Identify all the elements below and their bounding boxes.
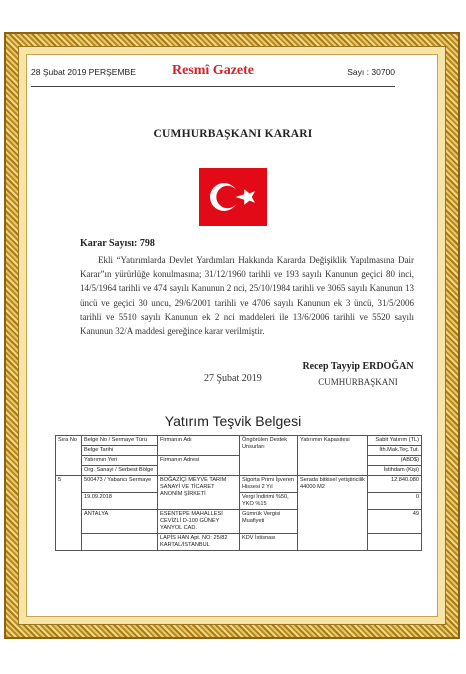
table-row: [56, 534, 422, 551]
cell-destek-2: Vergi İndirimi %50, YKO %15: [240, 493, 298, 510]
investment-certificate-table: [55, 435, 422, 551]
decree-body: Ekli “Yatırımlarda Devlet Yardımları Hakkında Kararda Değişiklik Yapılmasına Dair Karar”ın yürürlüğe konulmasına; 31/12/1960 tarihli ve 193 sayılı Kanunun geçici 80 inci, 14/5/1964 tarihli ve 474 sayılı Kanunun 2 nci, 25/10/1984 tarihli ve 3065 sayılı Kanunun 13 üncü ve geçici 30 uncu, 29/6/2001 tarihli ve 4706 sayılı Kanunun ek 3 üncü, 31/5/2006 tarihli ve 5510 sayılı Kanunun ek 2 nci maddeleri ile 13/6/2006 tarihli ve 5520 sayılı Kanunun 32/A maddesi gereğince karar verilmiştir.: [80, 255, 414, 337]
cell-sabit-yatirim: 12.840.080: [368, 476, 422, 493]
header-belge-tarihi: Belge Tarihi: [82, 446, 158, 456]
cell-org-sanayi: [82, 534, 158, 551]
header-sabit-yatirim: Sabit Yatırım (TL): [368, 436, 422, 446]
gazette-date: 28 Şubat 2019 PERŞEMBE: [31, 67, 136, 77]
cell-yatirim-yeri: ANTALYA: [82, 510, 158, 534]
header-yatirim-yeri: Yatırımın Yeri: [82, 456, 158, 466]
table-row: [56, 510, 422, 534]
cell-firma-adi: BOĞAZİÇİ MEYVE TARIM SANAYİ VE TİCARET ANONİM ŞİRKETİ: [158, 476, 240, 510]
table-header-row: [56, 436, 422, 446]
cell-destek-1: Sigorta Primi İşveren Hissesi 2 Yıl: [240, 476, 298, 493]
header-destek: Öngörülen Destek Unsurları: [240, 436, 298, 476]
cell-belge-no: 500473 / Yabancı Sermaye: [82, 476, 158, 493]
header-firma-adresi: Firmanın Adresi: [158, 456, 240, 476]
gazette-header: [31, 63, 395, 83]
table-row: [56, 476, 422, 493]
header-org-sanayi: Org. Sanayi / Serbest Bölge: [82, 466, 158, 476]
header-istihdam: İstihdam (Kişi): [368, 466, 422, 476]
signer-title: CUMHURBAŞKANI: [318, 377, 398, 387]
cell-firma-adresi-1: ESENTEPE MAHALLESİ CEVİZLİ D-100 GÜNEY YANYOL CAD.: [158, 510, 240, 534]
cell-destek-3: Gümrük Vergisi Muafiyeti: [240, 510, 298, 534]
turkish-flag-icon: [199, 168, 267, 226]
cell-belge-tarihi: 19.09.2018: [82, 493, 158, 510]
header-belge-no: Belge No / Sermaye Türü: [82, 436, 158, 446]
certificate-title: Yatırım Teşvik Belgesi: [164, 413, 302, 429]
cell-empty: [368, 534, 422, 551]
cell-istihdam: 49: [368, 510, 422, 534]
signer-name: Recep Tayyip ERDOĞAN: [302, 361, 414, 372]
header-abd: (ABD$): [368, 456, 422, 466]
cell-sira-no: 5: [56, 476, 82, 551]
cell-firma-adresi-2: LAPİS HAN Apt. NO: 25/82 KARTAL/İSTANBUL: [158, 534, 240, 551]
decree-title: CUMHURBAŞKANI KARARI: [153, 128, 313, 140]
decision-number: Karar Sayısı: 798: [80, 238, 155, 249]
gazette-issue: Sayı : 30700: [347, 67, 395, 77]
cell-kapasite: Serada bitkisel yetiştiricilik 44000 M2: [298, 476, 368, 551]
header-ith-mak: İth.Mak.Teç.Tut.: [368, 446, 422, 456]
gazette-name: Resmî Gazete: [171, 63, 255, 78]
header-divider: [31, 86, 395, 87]
header-sira-no: Sıra No: [56, 436, 82, 476]
table-header-row: [56, 456, 422, 466]
cell-destek-4: KDV İstisnası: [240, 534, 298, 551]
cell-ith-mak: 0: [368, 493, 422, 510]
header-kapasite: Yatırımın Kapasitesi: [298, 436, 368, 476]
decree-date: 27 Şubat 2019: [204, 373, 262, 384]
header-firma-adi: Firmanın Adı: [158, 436, 240, 456]
